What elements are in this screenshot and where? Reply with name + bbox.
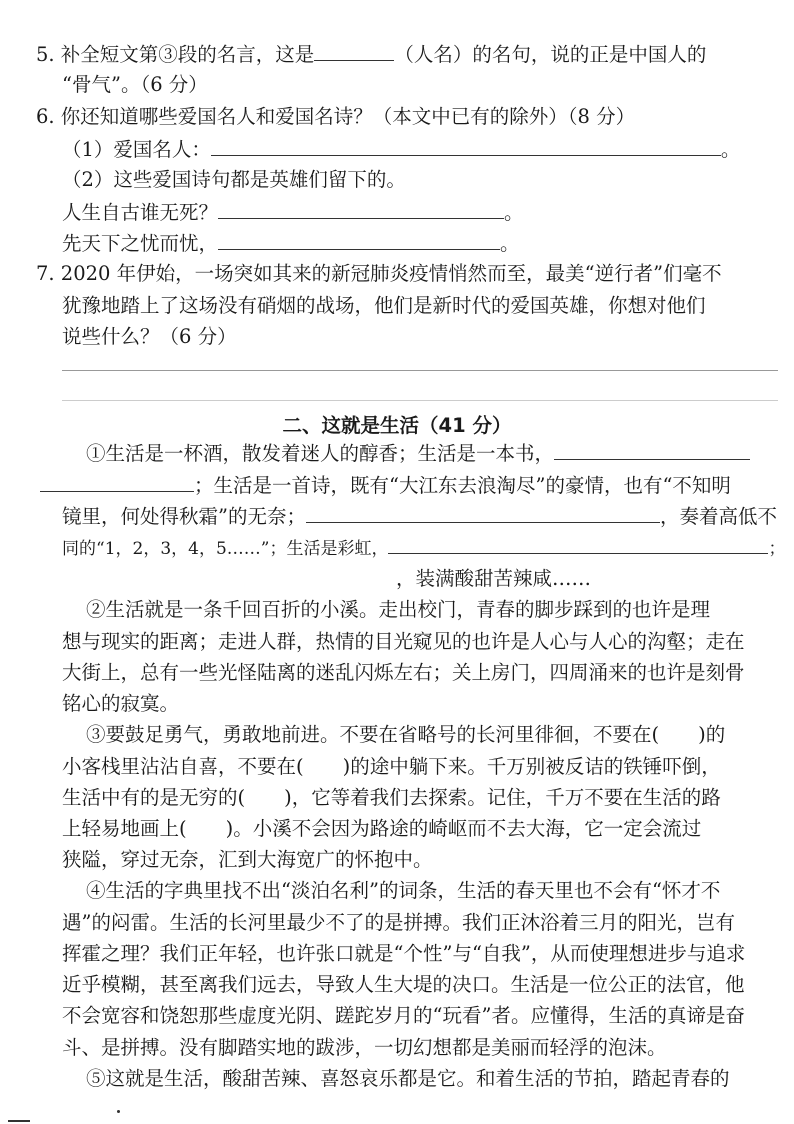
p4-line-4: 近乎模糊，甚至离我们远去，导致人生大堤的决口。生活是一位公正的法官，他: [62, 973, 745, 996]
p4-line-6: 斗、是拼搏。没有脚踏实地的跋涉，一切幻想都是美丽而轻浮的泡沫。: [62, 1036, 667, 1059]
p1-line-2: ；生活是一首诗，既有“大江东去浪淘尽”的豪情，也有“不知明: [40, 473, 731, 498]
q6-sub2: （2）这些爱国诗句都是英雄们留下的。: [62, 168, 406, 191]
answer-blank[interactable]: [388, 535, 768, 554]
p3-line-3: 生活中有的是无穷的( )，它等着我们去探索。记住，千万不要在生活的路: [62, 786, 721, 809]
q5-line-2: “骨气”。（6 分）: [62, 73, 208, 96]
q6-poem2: 先天下之忧而忧， 。: [62, 232, 520, 255]
answer-blank[interactable]: [314, 42, 394, 61]
q5-line-1: 5. 补全短文第③段的名言，这是 （人名）的名句，说的正是中国人的: [36, 43, 707, 66]
p4-line-1: ④生活的字典里找不出“淡泊名利”的词条，生活的春天里也不会有“怀才不: [86, 879, 721, 902]
p3-line-2: 小客栈里沾沾自喜，不要在( )的途中躺下来。千万别被反诘的铁锤吓倒，: [62, 755, 721, 778]
answer-blank[interactable]: [40, 473, 194, 492]
p2-line-1: ②生活就是一条千回百折的小溪。走出校门，青春的脚步踩到的也许是理: [86, 598, 711, 621]
p3-line-4: 上轻易地画上( )。小溪不会因为路途的崎岖而不去大海，它一定会流过: [62, 817, 702, 840]
p5-line-1: ⑤这就是生活，酸甜苦辣、喜怒哀乐都是它。和着生活的节拍，踏起青春的: [86, 1067, 730, 1090]
q6-poem1: 人生自古谁无死？ 。: [62, 201, 524, 224]
emphasis-dot: [117, 1110, 120, 1113]
q6-stem: 6. 你还知道哪些爱国名人和爱国名诗？（本文中已有的除外）（8 分）: [36, 105, 636, 128]
answer-blank[interactable]: [554, 441, 750, 460]
p4-line-2: 遇”的闷雷。生活的长河里最少不了的是拼搏。我们正沐浴着三月的阳光，岂有: [62, 911, 735, 934]
section-title: 二、这就是生活（41 分）: [282, 414, 512, 437]
answer-line[interactable]: [62, 370, 778, 371]
p1-line-1: ①生活是一杯酒，散发着迷人的醇香；生活是一本书，: [86, 441, 750, 466]
page-edge-mark: [8, 1120, 30, 1122]
p1-line-3: 镜里，何处得秋霜”的无奈； ，奏着高低不: [62, 505, 777, 528]
q7-line-1: 7. 2020 年伊始，一场突如其来的新冠肺炎疫情悄然而至，最美“逆行者”们毫不: [36, 262, 722, 285]
q7-line-3: 说些什么？（6 分）: [62, 325, 237, 348]
answer-blank[interactable]: [218, 200, 504, 219]
q6-sub1: （1）爱国名人： 。: [62, 138, 741, 161]
p1-line-4: 同的“1，2，3，4，5……”；生活是彩虹， ；: [62, 535, 785, 561]
answer-blank[interactable]: [306, 504, 660, 523]
answer-blank[interactable]: [211, 137, 721, 156]
p4-line-5: 不会宽容和饶恕那些虚度光阴、蹉跎岁月的“玩看”者。应懂得，生活的真谛是奋: [62, 1004, 745, 1027]
q7-line-2: 犹豫地踏上了这场没有硝烟的战场，他们是新时代的爱国英雄，你想对他们: [62, 294, 706, 317]
p3-line-5: 狭隘，穿过无奈，汇到大海宽广的怀抱中。: [62, 848, 433, 871]
p3-line-1: ③要鼓足勇气，勇敢地前进。不要在省略号的长河里徘徊，不要在( )的: [86, 723, 726, 746]
p2-line-4: 铭心的寂寞。: [62, 692, 180, 715]
p4-line-3: 挥霍之理？我们正年轻，也许张口就是“个性”与“自我”，从而使理想进步与追求: [62, 942, 746, 965]
p2-line-2: 想与现实的距离；走进人群，热情的目光窥见的也许是人心与人心的沟壑；走在: [62, 630, 745, 653]
p2-line-3: 大街上，总有一些光怪陆离的迷乱闪烁左右；关上房门，四周涌来的也许是刻骨: [62, 661, 745, 684]
divider: [62, 400, 778, 401]
answer-blank[interactable]: [218, 231, 500, 250]
p1-line-5: ，装满酸甜苦辣咸……: [396, 567, 592, 590]
